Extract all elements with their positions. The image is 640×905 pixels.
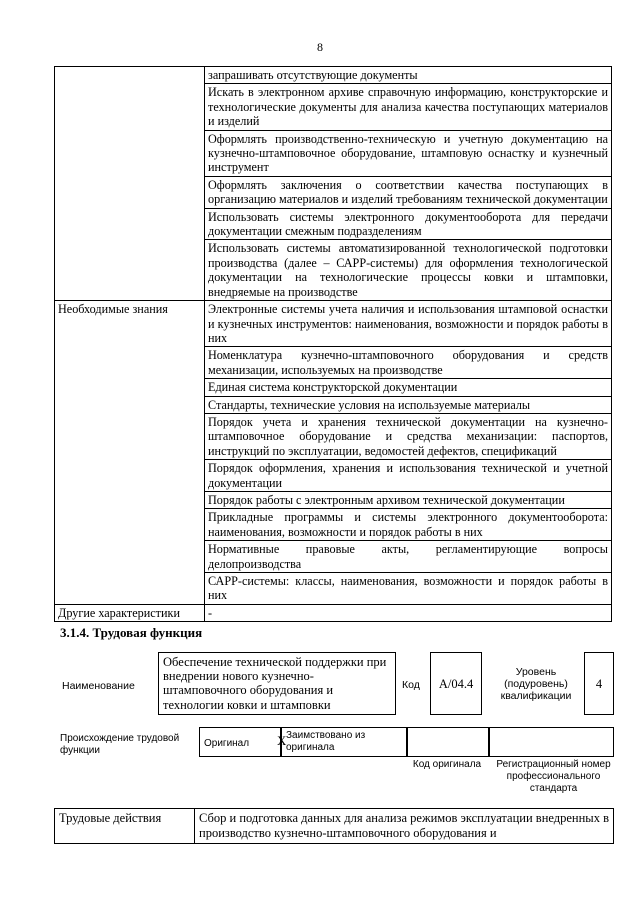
knowledge-item: Порядок оформления, хранения и использования технической и учетной документации xyxy=(205,460,611,492)
skill-item: Оформлять производственно-техническую и учетную документацию на кузнечно-штамповочное оборудование, штамповую оснастку и кузнечный инструмент xyxy=(205,131,611,177)
code-original-box xyxy=(407,727,489,757)
knowledge-item: Порядок учета и хранения технической документации на кузнечно-штамповочное оборудование и средства механизации: паспортов, инструкций по эксплуатации, ведомостей дефектов, спецификаций xyxy=(205,414,611,460)
page-number: 8 xyxy=(317,40,323,54)
level-value-box: 4 xyxy=(584,652,614,715)
knowledge-item: Электронные системы учета наличия и использования штамповой оснастки и кузнечных инструментов: наименования, возможности и порядок работы в них xyxy=(205,301,611,347)
knowledge-item: Порядок работы с электронным архивом технической документации xyxy=(205,492,611,509)
labor-action-item: Сбор и подготовка данных для анализа режимов эксплуатации внедренных в производство кузнечно-штамповочного оборудования и xyxy=(195,809,614,844)
section-title: 3.1.4. Трудовая функция xyxy=(60,625,203,640)
knowledge-item: Единая система конструкторской документации xyxy=(205,379,611,396)
knowledge-item: Номенклатура кузнечно-штамповочного оборудования и средств механизации, используемых на производстве xyxy=(205,347,611,379)
skill-item: Искать в электронном архиве справочную информацию, конструкторские и технологические документы для анализа качества поступающих материалов и изделий xyxy=(205,84,611,130)
skill-item: запрашивать отсутствующие документы xyxy=(205,67,611,84)
borrowed-label: Заимствовано из оригинала xyxy=(281,727,407,757)
reg-number-caption: Регистрационный номер профессионального стандарта xyxy=(496,759,611,794)
labor-actions-label: Трудовые действия xyxy=(55,809,195,844)
knowledge-item: САРР-системы: классы, наименования, возможности и порядок работы в них xyxy=(208,574,608,603)
origin-label: Происхождение трудовой функции xyxy=(60,733,180,756)
code-label: Код xyxy=(402,679,420,691)
labor-function-header xyxy=(54,650,614,720)
requirements-table xyxy=(54,66,612,622)
original-mark: X xyxy=(277,733,287,748)
knowledge-item: Прикладные программы и системы электронного документооборота: наименования, возможности и порядок работы в них xyxy=(205,509,611,541)
level-label: Уровень (подуровень) квалификации xyxy=(500,666,572,702)
knowledge-item: Стандарты, технические условия на используемые материалы xyxy=(205,397,611,414)
skills-label-cell xyxy=(55,67,205,301)
skill-item: Использовать системы электронного документооборота для передачи документации смежным подразделениям xyxy=(205,209,611,241)
origin-block xyxy=(54,727,614,802)
code-original-caption: Код оригинала xyxy=(412,759,482,770)
knowledge-item: Нормативные правовые акты, регламентирующие вопросы делопроизводства xyxy=(205,541,611,573)
other-characteristics-value: - xyxy=(205,604,612,621)
function-name-box: Обеспечение технической поддержки при внедрении нового кузнечно-штамповочного оборудования и технологии ковки и штамповки xyxy=(158,652,396,715)
skills-list xyxy=(205,67,612,301)
skill-item: Оформлять заключения о соответствии качества поступающих в организацию материалов и изделий требованиям технической документации xyxy=(205,177,611,209)
reg-number-box xyxy=(489,727,614,757)
original-label: Оригинал xyxy=(199,727,281,757)
code-value-box: А/04.4 xyxy=(430,652,482,715)
skill-item: Использовать системы автоматизированной технологической подготовки производства (далее – САРР-системы) для оформления технологической документации на технологические процессы ковки и штамповки, внедряемые на производстве xyxy=(208,241,608,299)
labor-actions-table xyxy=(54,808,614,844)
knowledge-list xyxy=(205,301,612,605)
other-characteristics-label: Другие характеристики xyxy=(55,604,205,621)
knowledge-label: Необходимые знания xyxy=(55,301,205,605)
name-label: Наименование xyxy=(62,680,135,692)
